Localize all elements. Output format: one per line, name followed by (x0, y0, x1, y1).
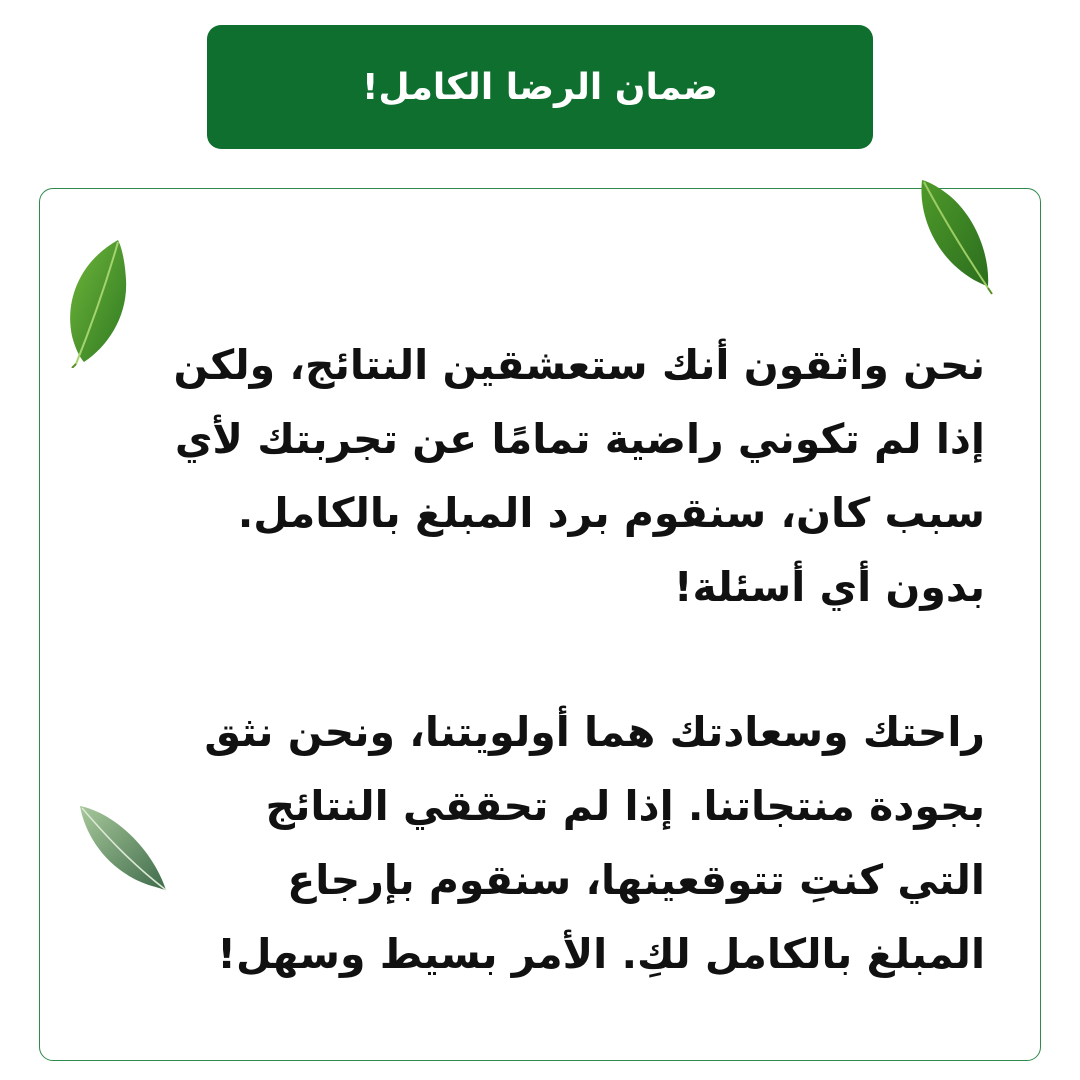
guarantee-paragraph-2 (85, 695, 985, 991)
leaf-icon (914, 176, 998, 296)
text-line: المبلغ بالكامل لكِ. الأمر بسيط وسهل! (217, 930, 985, 978)
text-line: راحتك وسعادتك هما أولويتنا، ونحن نثق (204, 708, 985, 756)
text-line: سبب كان، سنقوم برد المبلغ بالكامل. (237, 489, 985, 537)
text-line: نحن واثقون أنك ستعشقين النتائج، ولكن (173, 341, 985, 389)
text-line: بجودة منتجاتنا. إذا لم تحققي النتائج (265, 782, 985, 830)
text-line: التي كنتِ تتوقعينها، سنقوم بإرجاع (287, 856, 985, 904)
text-line: بدون أي أسئلة! (673, 563, 985, 611)
banner-title: ضمان الرضا الكامل! (362, 66, 718, 108)
title-banner (207, 25, 873, 149)
text-line: إذا لم تكوني راضية تمامًا عن تجربتك لأي (174, 415, 985, 463)
guarantee-paragraph-1 (85, 328, 985, 624)
